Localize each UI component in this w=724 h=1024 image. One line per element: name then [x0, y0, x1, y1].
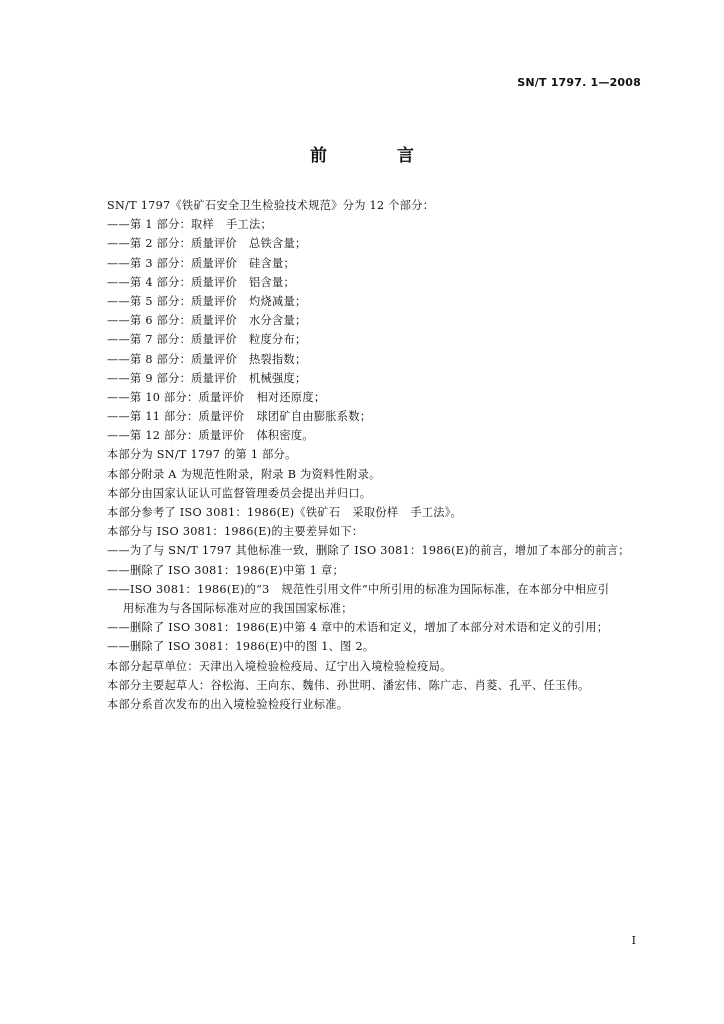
text-segment: 本部分参考了 ISO 3081：1986(E)《铁矿石 [107, 506, 341, 519]
foreword-body [107, 196, 647, 714]
list-item-label: ——第 5 部分：质量评价 [107, 294, 238, 308]
text-line: 本部分系首次发布的出入境检验检疫行业标准。 [107, 697, 349, 711]
text-segment: 规范性引用文件”中所引用的标准为国际标准，在本部分中相应引 [281, 582, 610, 596]
list-item [107, 580, 647, 599]
list-item-text: 相对还原度； [256, 390, 326, 404]
page-title: 前 言 [310, 146, 446, 166]
list-item-text: 灼烧减量； [249, 294, 307, 308]
list-item-label: ——第 11 部分：质量评价 [107, 410, 245, 424]
text-segment: ——ISO 3081：1986(E)的“3 [107, 582, 270, 596]
list-item-text: 铝含量； [249, 275, 295, 289]
list-item-label: ——第 12 部分：质量评价 [107, 429, 245, 443]
list-item [107, 407, 647, 426]
text-line: 本部分与 ISO 3081：1986(E)的主要差异如下： [107, 525, 364, 539]
text-line: 本部分起草单位：天津出入境检验检疫局、辽宁出入境检验检疫局。 [107, 659, 452, 673]
list-item-label: ——第 9 部分：质量评价 [107, 371, 238, 385]
list-item-label: ——第 10 部分：质量评价 [107, 390, 245, 404]
list-item-label: ——第 7 部分：质量评价 [107, 333, 238, 347]
list-item: ——删除了 ISO 3081：1986(E)中的图 1、图 2。 [107, 640, 375, 654]
list-item-label: ——第 1 部分：取样 [107, 218, 215, 232]
page-number: I [631, 934, 636, 947]
list-item [107, 369, 647, 388]
list-item-text: 热裂指数； [249, 352, 307, 366]
text-segment: 手工法》。 [410, 506, 463, 519]
list-item [107, 234, 647, 253]
list-item-label: ——第 8 部分：质量评价 [107, 352, 238, 366]
text-line: 本部分附录 A 为规范性附录，附录 B 为资料性附录。 [107, 467, 381, 481]
list-item-text: 水分含量； [249, 314, 307, 328]
list-item-label: ——第 4 部分：质量评价 [107, 275, 238, 289]
list-item-text: 粒度分布； [249, 333, 307, 347]
text-line: 本部分为 SN/T 1797 的第 1 部分。 [107, 448, 297, 462]
list-item-label: ——第 6 部分：质量评价 [107, 314, 238, 328]
standard-code: SN/T 1797. 1—2008 [517, 76, 641, 89]
list-item-label: ——第 2 部分：质量评价 [107, 237, 238, 251]
list-item-text: 球团矿自由膨胀系数； [256, 410, 372, 424]
list-item [107, 254, 647, 273]
list-item: ——删除了 ISO 3081：1986(E)中第 1 章； [107, 563, 345, 577]
list-item [107, 388, 647, 407]
list-item [107, 350, 647, 369]
list-item [107, 330, 647, 349]
list-item-text: 硅含量； [249, 256, 295, 270]
text-segment: 采取份样 [352, 506, 399, 519]
text-line: SN/T 1797《铁矿石安全卫生检验技术规范》分为 12 个部分： [107, 199, 435, 212]
list-item-text: 体积密度。 [256, 429, 314, 443]
text-line: 本部分由国家认证认可监督管理委员会提出并归口。 [107, 486, 372, 500]
list-item-text: 机械强度； [249, 371, 307, 385]
list-item-text: 总铁含量； [249, 237, 307, 251]
list-item [107, 311, 647, 330]
list-item [107, 273, 647, 292]
list-item-text: 手工法； [226, 218, 272, 232]
list-item: ——为了与 SN/T 1797 其他标准一致，删除了 ISO 3081：1986(E)的前言，增加了本部分的前言； [107, 544, 630, 558]
list-item [107, 426, 647, 445]
text-line: 本部分主要起草人：谷松海、王向东、魏伟、孙世明、潘宏伟、陈广志、肖菱、孔平、任玉伟。 [107, 678, 590, 692]
list-item [107, 215, 647, 234]
list-item-label: ——第 3 部分：质量评价 [107, 256, 238, 270]
text-line [107, 503, 647, 522]
list-item-continuation: 用标准为与各国际标准对应的我国国家标准； [123, 601, 353, 615]
list-item: ——删除了 ISO 3081：1986(E)中第 4 章中的术语和定义，增加了本部分对术语和定义的引用； [107, 621, 609, 635]
list-item [107, 292, 647, 311]
